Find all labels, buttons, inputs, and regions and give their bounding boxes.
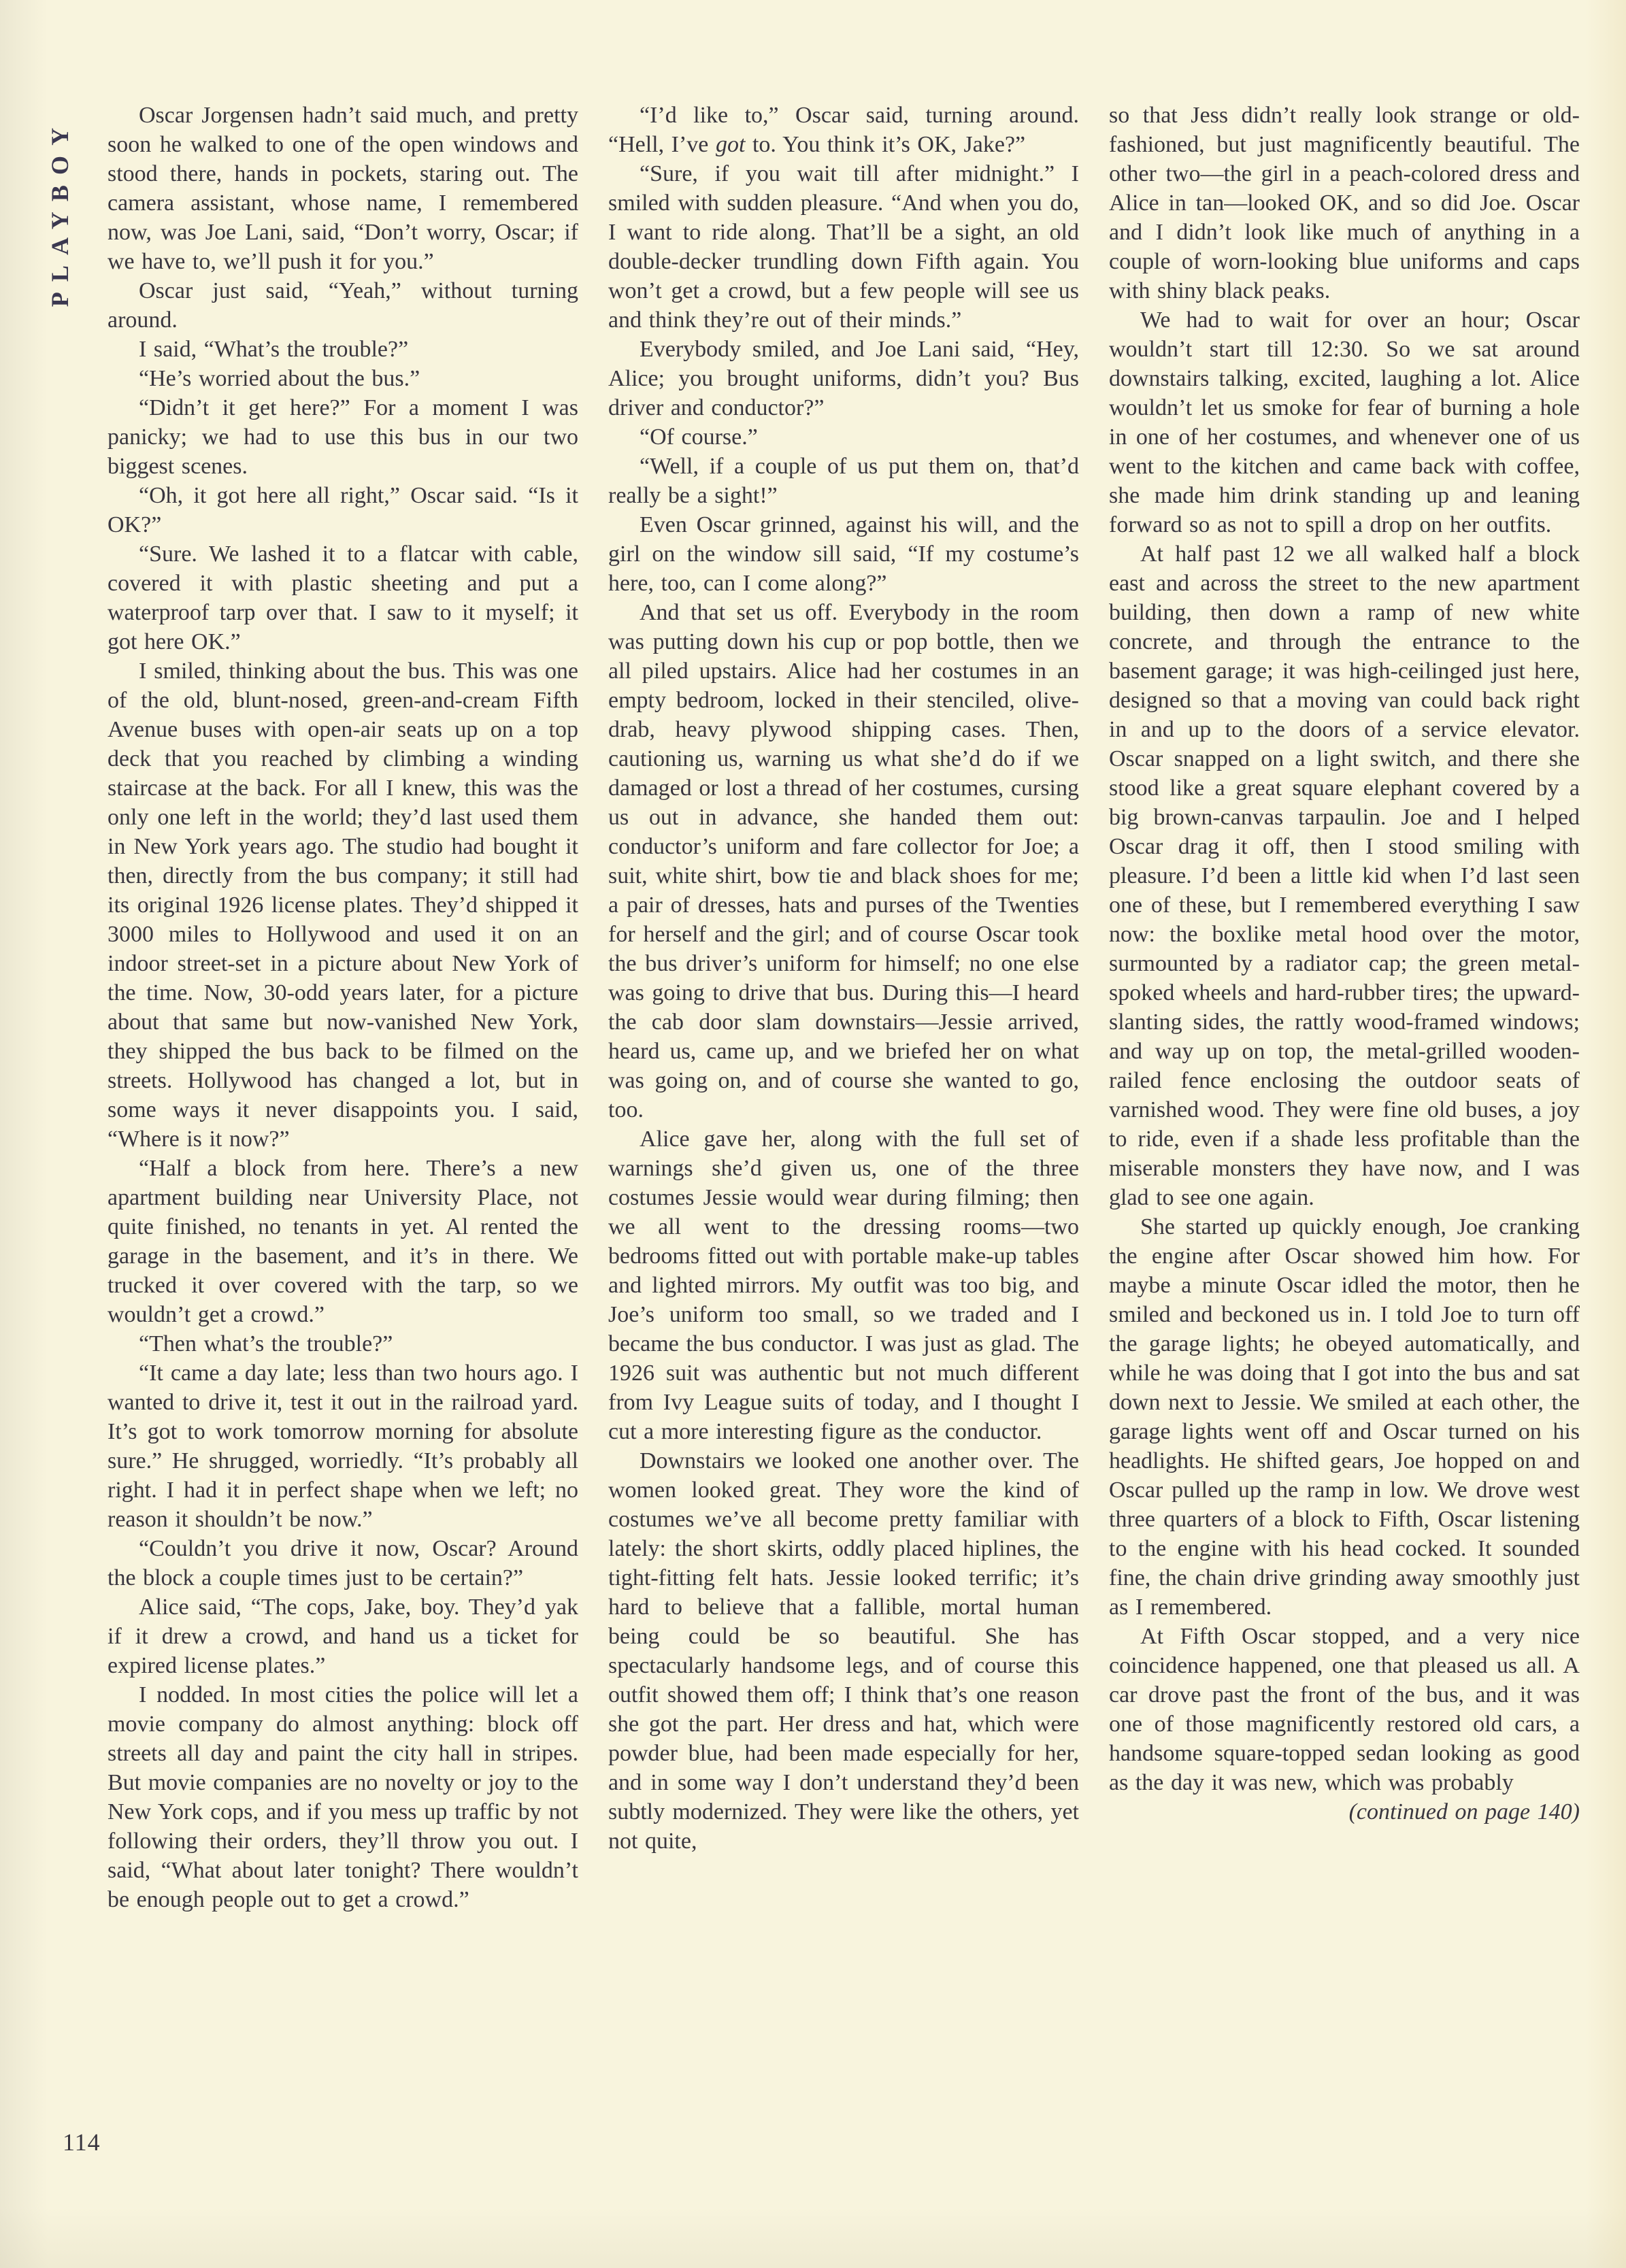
- paragraph: “Of course.”: [640, 424, 758, 450]
- paragraph: And that set us off. Everybody in the room was putting down his cup or pop bottle, then we all piled upstairs. Alice had her costumes in an empty bedroom, locked in their stenciled, olive-drab, heavy plywood shipping cases. Then, cautioning us, warning us what she’d do if we damaged or lost a thread of her costumes, cursing us out in advance, she handed them out: conductor’s uniform and fare collector for Joe; a suit, white shirt, bow tie and black shoes for me; a pair of dresses, hats and purses of the Twenties for herself and the girl; and of course Oscar took the bus driver’s uniform for himself; no one else was going to drive that bus. During this—I heard the cab door slam downstairs—Jessie arrived, heard us, came up, and we briefed her on what was going on, and of course she wanted to go, too.: [608, 600, 1079, 1122]
- paragraph: I smiled, thinking about the bus. This was one of the old, blunt-nosed, green-and-cream Fifth Avenue buses with open-air seats up on a top deck that you reached by climbing a winding staircase at the back. For all I knew, this was the only one left in the world; they’d last used them in New York years ago. The studio had bought it then, directly from the bus company; it still had its original 1926 license plates. They’d shipped it 3000 miles to Hollywood and used it on an indoor street-set in a picture about New York of the time. Now, 30-odd years later, for a picture about that same but now-vanished New York, they shipped the bus back to be filmed on the streets. Hollywood has changed a lot, but in some ways it never disappoints you. I said, “Where is it now?”: [107, 658, 578, 1152]
- paragraph: “Sure. We lashed it to a flatcar with cable, covered it with plastic sheeting and put a waterproof tarp over that. I saw to it myself; it got here OK.”: [107, 541, 578, 654]
- continued-note: (continued on page 140): [1348, 1799, 1580, 1824]
- paragraph: I said, “What’s the trouble?”: [139, 337, 409, 362]
- paragraph: “Sure, if you wait till after midnight.” I smiled with sudden pleasure. “And when you do, I want to ride along. That’ll be a sight, an old double-decker trundling down Fifth again. You won’t get a crowd, but a few people will see us and think they’re out of their minds.”: [608, 161, 1079, 333]
- paragraph: so that Jess didn’t really look strange or old-fashioned, but just magnificently beautiful. The other two—the girl in a peach-colored dress and Alice in tan—looked OK, and so did Joe. Oscar and I didn’t look like much of anything in a couple of worn-looking blue uniforms and caps with shiny black peaks.: [1109, 103, 1580, 303]
- paragraph: At half past 12 we all walked half a block east and across the street to the new apartment building, then down a ramp of new white concrete, and through the entrance to the basement garage; it was high-ceilinged just here, designed so that a moving van could back right in and up to the doors of a service elevator. Oscar snapped on a light switch, and there she stood like a great square elephant covered by a big brown-canvas tarpaulin. Joe and I helped Oscar drag it off, then I stood smiling with pleasure. I’d been a little kid when I’d last seen one of these, but I remembered everything I saw now: the boxlike metal hood over the motor, surmounted by a radiator cap; the green metal-spoked wheels and hard-rubber tires; the upward-slanting sides, the rattly wood-framed windows; and way up on top, the metal-grilled wooden-railed fence enclosing the outdoor seats of varnished wood. They were fine old buses, a joy to ride, even if a shade less profitable than the miserable monsters they have now, and I was glad to see one again.: [1109, 541, 1580, 1210]
- paragraph: I nodded. In most cities the police will let a movie company do almost anything: block off streets all day and paint the city hall in stripes. But movie companies are no novelty or joy to the New York cops, and if you mess up traffic by not following their orders, they’ll throw you out. I said, “What about later tonight? There wouldn’t be enough people out to get a crowd.”: [107, 1682, 578, 1912]
- paragraph: She started up quickly enough, Joe cranking the engine after Oscar showed him how. For maybe a minute Oscar idled the motor, then he smiled and beckoned us in. I told Joe to turn off the garage lights; he obeyed automatically, and while he was doing that I got into the bus and sat down next to Jessie. We smiled at each other, the garage lights went off and Oscar turned on his headlights. He shifted gears, Joe hopped on and Oscar pulled up the ramp in low. We drove west three quarters of a block to Fifth, Oscar listening to the engine with his head cocked. It sounded fine, the chain drive grinding away smoothly just as I remembered.: [1109, 1214, 1580, 1620]
- paragraph: “I’d like to,” Oscar said, turning around. “Hell, I’ve got to. You think it’s OK, Jake?”: [608, 103, 1079, 157]
- paragraph: “Couldn’t you drive it now, Oscar? Around the block a couple times just to be certain?”: [107, 1536, 578, 1590]
- paragraph: Everybody smiled, and Joe Lani said, “Hey, Alice; you brought uniforms, didn’t you? Bus driver and conductor?”: [608, 337, 1079, 420]
- text-column-3: [1109, 101, 1580, 1914]
- paragraph: Downstairs we looked one another over. The women looked great. They wore the kind of costumes we’ve all become pretty familiar with lately: the short skirts, oddly placed hiplines, the tight-fitting felt hats. Jessie looked terrific; it’s hard to believe that a fallible, mortal human being could be so beautiful. She has spectacularly handsome legs, and of course this outfit showed them off; I think that’s one reason she got the part. Her dress and hat, which were powder blue, had been made especially for her, and in some way I don’t understand they’d been subtly modernized. They were like the others, yet not quite,: [608, 1448, 1079, 1854]
- paragraph: Even Oscar grinned, against his will, and the girl on the window sill said, “If my costume’s here, too, can I come along?”: [608, 512, 1079, 596]
- paragraph: “Well, if a couple of us put them on, that’d really be a sight!”: [608, 454, 1079, 508]
- paragraph: Oscar just said, “Yeah,” without turning around.: [107, 278, 578, 333]
- article-columns: [107, 101, 1580, 1914]
- paragraph: Oscar Jorgensen hadn’t said much, and pretty soon he walked to one of the open windows and stood there, hands in pockets, staring out. The camera assistant, whose name, I remembered now, was Joe Lani, said, “Don’t worry, Oscar; if we have to, we’ll push it for you.”: [107, 103, 578, 274]
- paragraph: “It came a day late; less than two hours ago. I wanted to drive it, test it out in the railroad yard. It’s got to work tomorrow morning for absolute sure.” He shrugged, worriedly. “It’s probably all right. I had it in perfect shape when we left; no reason it shouldn’t be now.”: [107, 1361, 578, 1532]
- text-column-2: [608, 101, 1079, 1914]
- paragraph: Alice gave her, along with the full set of warnings she’d given us, one of the three costumes Jessie would wear during filming; then we all went to the dressing rooms—two bedrooms fitted out with portable make-up tables and lighted mirrors. My outfit was too big, and Joe’s uniform too small, so we traded and I became the bus conductor. I was just as glad. The 1926 suit was authentic but not much different from Ivy League suits of today, and I thought I cut a more interesting figure as the conductor.: [608, 1127, 1079, 1444]
- paragraph: “Oh, it got here all right,” Oscar said. “Is it OK?”: [107, 483, 578, 537]
- paragraph: “Didn’t it get here?” For a moment I was panicky; we had to use this bus in our two biggest scenes.: [107, 395, 578, 479]
- paragraph: We had to wait for over an hour; Oscar wouldn’t start till 12:30. So we sat around downstairs talking, excited, laughing a lot. Alice wouldn’t let us smoke for fear of burning a hole in one of her costumes, and whenever one of us went to the kitchen and came back with coffee, she made him drink standing up and leaning forward so as not to spill a drop on her outfits.: [1109, 307, 1580, 537]
- paragraph: Alice said, “The cops, Jake, boy. They’d yak if it drew a crowd, and hand us a ticket for expired license plates.”: [107, 1595, 578, 1678]
- text-column-1: [107, 101, 578, 1914]
- page-number: 114: [63, 2129, 101, 2156]
- paragraph: “He’s worried about the bus.”: [139, 366, 420, 391]
- playboy-vertical-title: PLAYBOY: [46, 117, 73, 307]
- paragraph: At Fifth Oscar stopped, and a very nice coincidence happened, one that pleased us all. A car drove past the front of the bus, and it was one of those magnificently restored old cars, a handsome square-topped sedan looking as good as the day it was new, which was probably: [1109, 1624, 1580, 1795]
- paragraph: “Half a block from here. There’s a new apartment building near University Place, not quite finished, no tenants in yet. Al rented the garage in the basement, and it’s in there. We trucked it over covered with the tarp, so we wouldn’t get a crowd.”: [107, 1156, 578, 1327]
- paragraph: “Then what’s the trouble?”: [139, 1331, 393, 1356]
